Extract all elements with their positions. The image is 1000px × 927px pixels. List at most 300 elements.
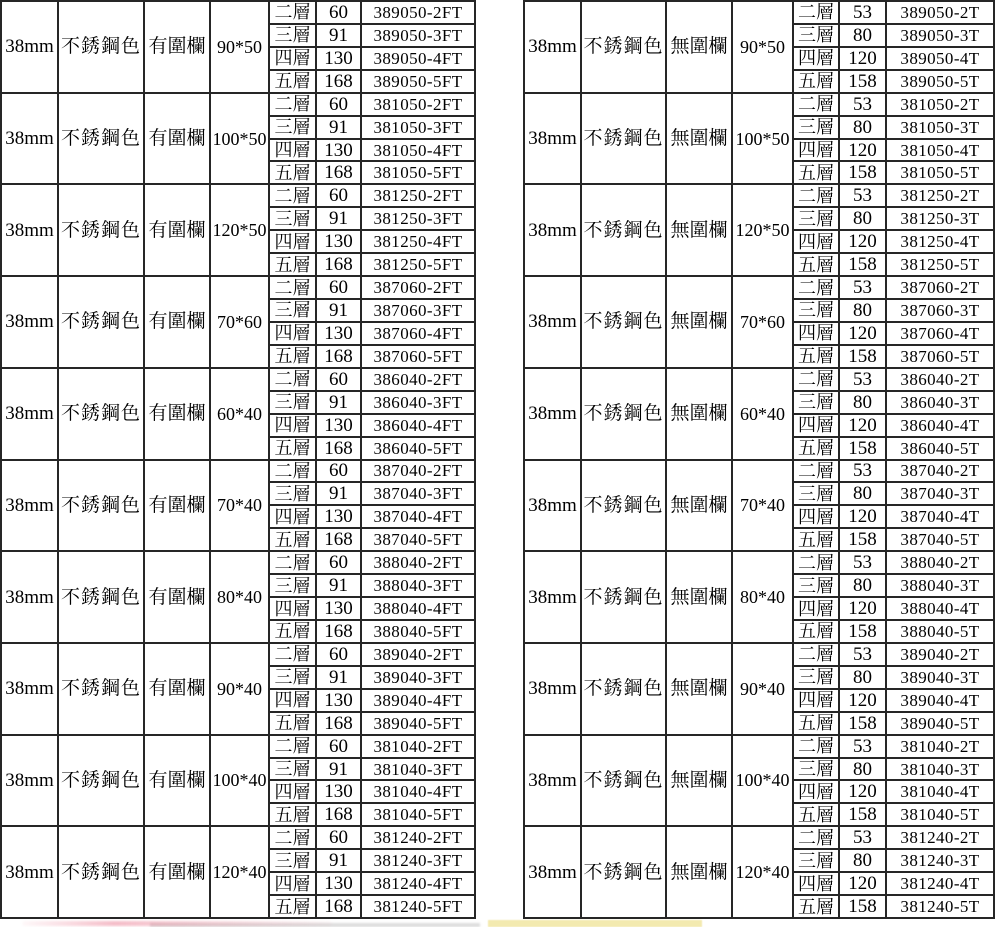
- tier-label-cell: 五層: [270, 346, 317, 367]
- tier-value-cell: 53: [840, 369, 887, 390]
- tier-subtable: [270, 369, 474, 459]
- color-name-cell: 不銹鋼色: [582, 736, 667, 826]
- tier-label-cell: 二層: [794, 552, 840, 573]
- tier-value-cell: 130: [317, 873, 362, 894]
- tier-row: [270, 25, 474, 48]
- color-name-cell: 不銹鋼色: [582, 277, 667, 367]
- tier-value-cell: 168: [317, 438, 362, 459]
- tier-row: [270, 575, 474, 598]
- tier-value-cell: 120: [840, 231, 887, 252]
- tier-label-cell: 五層: [270, 438, 317, 459]
- pipe-diameter-cell: 38mm: [2, 94, 59, 184]
- tier-label-cell: 五層: [794, 162, 840, 183]
- tier-row: [794, 392, 993, 415]
- product-code-cell: 381040-5T: [900, 805, 980, 825]
- tier-label-cell: 四層: [794, 873, 840, 894]
- product-code-cell: 389050-5FT: [373, 71, 463, 91]
- pipe-diameter-cell: 38mm: [525, 369, 582, 459]
- tier-row: [794, 94, 993, 117]
- tier-row: [794, 346, 993, 367]
- tier-row: [794, 461, 993, 484]
- tier-row: [794, 208, 993, 231]
- product-code-cell: 381050-2FT: [373, 94, 463, 114]
- product-code-cell: 381250-2T: [900, 186, 980, 206]
- tier-label-cell: 五層: [270, 804, 317, 825]
- tier-label-cell: 四層: [794, 231, 840, 252]
- tier-row: [794, 323, 993, 346]
- tier-label-cell: 三層: [270, 300, 317, 321]
- tier-value-cell: 158: [840, 713, 887, 734]
- tier-row: [270, 506, 474, 529]
- scan-artifact-pink: [22, 921, 332, 926]
- tier-label-cell: 五層: [794, 438, 840, 459]
- tier-row: [270, 713, 474, 734]
- tier-label-cell: 三層: [270, 759, 317, 780]
- fence-type-cell: 無圍欄: [667, 827, 733, 917]
- tier-row: [270, 231, 474, 254]
- tier-row: [794, 483, 993, 506]
- pipe-diameter-cell: 38mm: [525, 552, 582, 642]
- tier-subtable: [270, 461, 474, 551]
- size-cell: 120*40: [211, 827, 270, 917]
- tier-row: [794, 277, 993, 300]
- product-group-row: [2, 2, 474, 94]
- tier-row: [270, 415, 474, 438]
- tier-label-cell: 五層: [270, 713, 317, 734]
- product-code-cell: 387040-3T: [900, 484, 980, 504]
- product-code-cell: 388040-2T: [900, 553, 980, 573]
- size-cell: 100*40: [733, 736, 794, 826]
- product-code-cell: 386040-5T: [900, 438, 980, 458]
- product-code-cell: 387060-5T: [900, 346, 980, 366]
- tier-value-cell: 80: [840, 483, 887, 504]
- tier-value-cell: 168: [317, 529, 362, 550]
- tier-row: [270, 621, 474, 642]
- fence-type-cell: 無圍欄: [667, 2, 733, 92]
- tier-label-cell: 二層: [270, 369, 317, 390]
- tier-label-cell: 五層: [794, 896, 840, 917]
- product-code-cell: 389050-3T: [900, 25, 980, 45]
- fence-type-cell: 無圍欄: [667, 736, 733, 826]
- tier-row: [270, 598, 474, 621]
- tier-value-cell: 168: [317, 71, 362, 92]
- tier-value-cell: 120: [840, 873, 887, 894]
- product-code-cell: 388040-5FT: [373, 621, 463, 641]
- tier-subtable: [794, 552, 993, 642]
- product-code-cell: 389050-4FT: [373, 48, 463, 68]
- tier-value-cell: 80: [840, 25, 887, 46]
- product-code-cell: 389040-4FT: [373, 690, 463, 710]
- tier-row: [270, 346, 474, 367]
- tier-subtable: [794, 827, 993, 917]
- product-code-cell: 387060-3T: [900, 300, 980, 320]
- tier-value-cell: 120: [840, 415, 887, 436]
- tier-row: [794, 438, 993, 459]
- tier-row: [270, 690, 474, 713]
- product-code-cell: 389040-3FT: [373, 667, 463, 687]
- tier-label-cell: 四層: [794, 506, 840, 527]
- pipe-diameter-cell: 38mm: [525, 736, 582, 826]
- tier-value-cell: 91: [317, 300, 362, 321]
- tier-value-cell: 130: [317, 323, 362, 344]
- tier-value-cell: 53: [840, 185, 887, 206]
- tier-row: [270, 552, 474, 575]
- pipe-diameter-cell: 38mm: [2, 552, 59, 642]
- tier-label-cell: 二層: [794, 2, 840, 23]
- tier-label-cell: 五層: [794, 71, 840, 92]
- tier-value-cell: 91: [317, 208, 362, 229]
- tier-label-cell: 四層: [794, 140, 840, 161]
- tier-label-cell: 二層: [794, 277, 840, 298]
- tier-value-cell: 168: [317, 896, 362, 917]
- tier-subtable: [270, 185, 474, 275]
- tier-subtable: [270, 644, 474, 734]
- tier-row: [270, 873, 474, 896]
- tier-value-cell: 120: [840, 323, 887, 344]
- product-code-cell: 389040-5T: [900, 713, 980, 733]
- color-name-cell: 不銹鋼色: [59, 644, 145, 734]
- tier-row: [270, 140, 474, 163]
- fence-type-cell: 無圍欄: [667, 94, 733, 184]
- tier-subtable: [794, 461, 993, 551]
- tier-value-cell: 91: [317, 759, 362, 780]
- size-cell: 70*40: [211, 461, 270, 551]
- tier-value-cell: 130: [317, 506, 362, 527]
- tier-value-cell: 60: [317, 461, 362, 482]
- tier-label-cell: 四層: [270, 231, 317, 252]
- tier-label-cell: 三層: [270, 850, 317, 871]
- fence-type-cell: 有圍欄: [145, 185, 211, 275]
- tier-row: [794, 48, 993, 71]
- tier-value-cell: 168: [317, 713, 362, 734]
- tier-row: [794, 873, 993, 896]
- pipe-diameter-cell: 38mm: [525, 277, 582, 367]
- size-cell: 70*60: [211, 277, 270, 367]
- size-cell: 90*50: [733, 2, 794, 92]
- color-name-cell: 不銹鋼色: [582, 827, 667, 917]
- color-name-cell: 不銹鋼色: [59, 461, 145, 551]
- tier-label-cell: 四層: [794, 323, 840, 344]
- tier-row: [794, 621, 993, 642]
- product-code-cell: 381240-3T: [900, 851, 980, 871]
- tier-value-cell: 80: [840, 850, 887, 871]
- product-code-cell: 381040-4FT: [373, 782, 463, 802]
- product-code-cell: 387040-4FT: [373, 507, 463, 527]
- product-code-cell: 381250-4FT: [373, 232, 463, 252]
- scan-artifact-yellow: [488, 920, 702, 927]
- product-code-cell: 381040-5FT: [373, 805, 463, 825]
- tier-row: [270, 162, 474, 183]
- color-name-cell: 不銹鋼色: [582, 461, 667, 551]
- tier-value-cell: 168: [317, 162, 362, 183]
- tier-label-cell: 五層: [270, 896, 317, 917]
- pipe-diameter-cell: 38mm: [525, 2, 582, 92]
- tier-value-cell: 91: [317, 392, 362, 413]
- tier-row: [794, 804, 993, 825]
- tier-row: [794, 827, 993, 850]
- product-code-cell: 389050-4T: [900, 48, 980, 68]
- product-code-cell: 388040-3FT: [373, 576, 463, 596]
- product-code-cell: 381250-2FT: [373, 186, 463, 206]
- tier-row: [270, 71, 474, 92]
- tier-value-cell: 60: [317, 369, 362, 390]
- product-code-cell: 381050-3FT: [373, 117, 463, 137]
- tier-row: [794, 667, 993, 690]
- pipe-diameter-cell: 38mm: [2, 827, 59, 917]
- product-code-cell: 381240-4FT: [373, 874, 463, 894]
- tier-row: [270, 94, 474, 117]
- product-group-row: [2, 827, 474, 917]
- tier-subtable: [270, 827, 474, 917]
- product-code-cell: 381240-2FT: [373, 828, 463, 848]
- color-name-cell: 不銹鋼色: [582, 552, 667, 642]
- product-code-cell: 387060-2T: [900, 278, 980, 298]
- tier-value-cell: 53: [840, 461, 887, 482]
- tier-row: [794, 506, 993, 529]
- tier-row: [270, 781, 474, 804]
- tier-value-cell: 158: [840, 254, 887, 275]
- tier-label-cell: 二層: [794, 94, 840, 115]
- fence-type-cell: 無圍欄: [667, 461, 733, 551]
- tier-value-cell: 91: [317, 850, 362, 871]
- tier-row: [270, 392, 474, 415]
- tier-label-cell: 四層: [270, 506, 317, 527]
- fence-type-cell: 有圍欄: [145, 736, 211, 826]
- tier-row: [270, 254, 474, 275]
- product-code-cell: 386040-2T: [900, 369, 980, 389]
- fence-type-cell: 無圍欄: [667, 552, 733, 642]
- tier-row: [794, 71, 993, 92]
- product-code-cell: 381050-3T: [900, 117, 980, 137]
- tier-label-cell: 三層: [270, 208, 317, 229]
- pipe-diameter-cell: 38mm: [525, 461, 582, 551]
- product-code-cell: 389050-2FT: [373, 2, 463, 22]
- fence-type-cell: 有圍欄: [145, 2, 211, 92]
- tier-label-cell: 四層: [270, 690, 317, 711]
- product-group-row: [2, 94, 474, 186]
- tier-label-cell: 五層: [270, 71, 317, 92]
- product-code-cell: 381040-2T: [900, 736, 980, 756]
- tier-row: [270, 117, 474, 140]
- size-cell: 60*40: [733, 369, 794, 459]
- tier-row: [794, 369, 993, 392]
- size-cell: 120*50: [211, 185, 270, 275]
- tier-row: [270, 644, 474, 667]
- size-cell: 120*50: [733, 185, 794, 275]
- product-group-row: [525, 736, 993, 828]
- price-table-fenced: [0, 0, 476, 919]
- tier-row: [270, 461, 474, 484]
- product-code-cell: 381040-3FT: [373, 759, 463, 779]
- tier-label-cell: 三層: [270, 483, 317, 504]
- product-code-cell: 387040-3FT: [373, 484, 463, 504]
- tier-value-cell: 158: [840, 896, 887, 917]
- tier-value-cell: 91: [317, 117, 362, 138]
- tier-value-cell: 130: [317, 690, 362, 711]
- pipe-diameter-cell: 38mm: [525, 827, 582, 917]
- color-name-cell: 不銹鋼色: [59, 277, 145, 367]
- tier-value-cell: 168: [317, 804, 362, 825]
- product-code-cell: 387040-2FT: [373, 461, 463, 481]
- tier-label-cell: 四層: [794, 690, 840, 711]
- tier-value-cell: 53: [840, 736, 887, 757]
- tier-label-cell: 四層: [270, 140, 317, 161]
- tier-subtable: [270, 552, 474, 642]
- product-group-row: [525, 369, 993, 461]
- tier-row: [270, 827, 474, 850]
- color-name-cell: 不銹鋼色: [59, 94, 145, 184]
- tier-subtable: [794, 185, 993, 275]
- fence-type-cell: 有圍欄: [145, 94, 211, 184]
- tier-value-cell: 91: [317, 575, 362, 596]
- tier-subtable: [270, 94, 474, 184]
- tier-value-cell: 120: [840, 690, 887, 711]
- tier-row: [270, 2, 474, 25]
- tier-label-cell: 三層: [794, 300, 840, 321]
- tier-value-cell: 80: [840, 392, 887, 413]
- product-code-cell: 386040-4T: [900, 415, 980, 435]
- pipe-diameter-cell: 38mm: [2, 736, 59, 826]
- product-code-cell: 388040-2FT: [373, 553, 463, 573]
- tier-subtable: [270, 736, 474, 826]
- product-code-cell: 389050-3FT: [373, 25, 463, 45]
- product-code-cell: 386040-2FT: [373, 369, 463, 389]
- fence-type-cell: 有圍欄: [145, 369, 211, 459]
- tier-label-cell: 二層: [794, 185, 840, 206]
- product-code-cell: 381250-4T: [900, 232, 980, 252]
- tier-value-cell: 130: [317, 415, 362, 436]
- tier-row: [794, 231, 993, 254]
- product-group-row: [525, 552, 993, 644]
- scan-artifact-gray: [150, 923, 480, 927]
- tier-row: [270, 896, 474, 917]
- tier-label-cell: 三層: [794, 392, 840, 413]
- tier-label-cell: 五層: [794, 346, 840, 367]
- tier-value-cell: 60: [317, 185, 362, 206]
- tier-value-cell: 130: [317, 48, 362, 69]
- tier-row: [794, 117, 993, 140]
- pipe-diameter-cell: 38mm: [525, 644, 582, 734]
- size-cell: 100*50: [733, 94, 794, 184]
- size-cell: 120*40: [733, 827, 794, 917]
- tier-label-cell: 四層: [270, 323, 317, 344]
- tier-label-cell: 四層: [794, 415, 840, 436]
- tier-value-cell: 120: [840, 140, 887, 161]
- color-name-cell: 不銹鋼色: [582, 2, 667, 92]
- color-name-cell: 不銹鋼色: [59, 736, 145, 826]
- tier-row: [794, 575, 993, 598]
- product-code-cell: 386040-3T: [900, 392, 980, 412]
- product-code-cell: 381240-2T: [900, 828, 980, 848]
- tier-value-cell: 53: [840, 644, 887, 665]
- tier-label-cell: 五層: [270, 162, 317, 183]
- product-code-cell: 381040-4T: [900, 782, 980, 802]
- size-cell: 100*50: [211, 94, 270, 184]
- tier-label-cell: 二層: [794, 736, 840, 757]
- tier-value-cell: 53: [840, 552, 887, 573]
- tier-value-cell: 158: [840, 621, 887, 642]
- tier-subtable: [270, 277, 474, 367]
- product-code-cell: 389050-2T: [900, 2, 980, 22]
- tier-value-cell: 158: [840, 804, 887, 825]
- tier-value-cell: 60: [317, 552, 362, 573]
- tier-value-cell: 120: [840, 506, 887, 527]
- product-code-cell: 387040-4T: [900, 507, 980, 527]
- product-code-cell: 389040-5FT: [373, 713, 463, 733]
- tier-value-cell: 91: [317, 25, 362, 46]
- tier-row: [270, 736, 474, 759]
- tier-label-cell: 四層: [794, 48, 840, 69]
- tier-value-cell: 120: [840, 781, 887, 802]
- fence-type-cell: 有圍欄: [145, 827, 211, 917]
- tier-value-cell: 130: [317, 140, 362, 161]
- product-code-cell: 386040-5FT: [373, 438, 463, 458]
- tier-subtable: [794, 2, 993, 92]
- color-name-cell: 不銹鋼色: [582, 644, 667, 734]
- product-group-row: [2, 644, 474, 736]
- product-group-row: [2, 277, 474, 369]
- tier-label-cell: 五層: [270, 254, 317, 275]
- size-cell: 90*50: [211, 2, 270, 92]
- fence-type-cell: 無圍欄: [667, 369, 733, 459]
- pipe-diameter-cell: 38mm: [2, 277, 59, 367]
- size-cell: 80*40: [733, 552, 794, 642]
- tier-row: [794, 185, 993, 208]
- tier-label-cell: 三層: [270, 25, 317, 46]
- fence-type-cell: 有圍欄: [145, 644, 211, 734]
- tier-value-cell: 60: [317, 277, 362, 298]
- tier-value-cell: 168: [317, 254, 362, 275]
- tier-subtable: [794, 94, 993, 184]
- tier-row: [270, 369, 474, 392]
- tier-row: [794, 781, 993, 804]
- color-name-cell: 不銹鋼色: [59, 369, 145, 459]
- tier-row: [270, 667, 474, 690]
- product-code-cell: 381250-3FT: [373, 209, 463, 229]
- fence-type-cell: 有圍欄: [145, 277, 211, 367]
- product-group-row: [525, 461, 993, 553]
- product-group-row: [525, 644, 993, 736]
- tier-subtable: [794, 369, 993, 459]
- color-name-cell: 不銹鋼色: [59, 827, 145, 917]
- product-code-cell: 381050-4FT: [373, 140, 463, 160]
- product-code-cell: 389040-2FT: [373, 644, 463, 664]
- tier-label-cell: 四層: [270, 873, 317, 894]
- tier-row: [794, 713, 993, 734]
- tier-value-cell: 80: [840, 667, 887, 688]
- tier-value-cell: 130: [317, 781, 362, 802]
- tier-row: [794, 254, 993, 275]
- product-code-cell: 388040-4T: [900, 599, 980, 619]
- tier-label-cell: 五層: [794, 713, 840, 734]
- tier-value-cell: 60: [317, 94, 362, 115]
- product-group-row: [2, 552, 474, 644]
- tier-row: [794, 552, 993, 575]
- product-code-cell: 387040-5T: [900, 530, 980, 550]
- tier-subtable: [794, 277, 993, 367]
- tier-label-cell: 三層: [794, 667, 840, 688]
- product-code-cell: 386040-3FT: [373, 392, 463, 412]
- tier-value-cell: 80: [840, 208, 887, 229]
- tier-value-cell: 80: [840, 117, 887, 138]
- tier-label-cell: 二層: [794, 369, 840, 390]
- tier-row: [794, 896, 993, 917]
- size-cell: 90*40: [733, 644, 794, 734]
- pipe-diameter-cell: 38mm: [2, 644, 59, 734]
- tier-value-cell: 53: [840, 94, 887, 115]
- fence-type-cell: 無圍欄: [667, 277, 733, 367]
- tier-row: [270, 208, 474, 231]
